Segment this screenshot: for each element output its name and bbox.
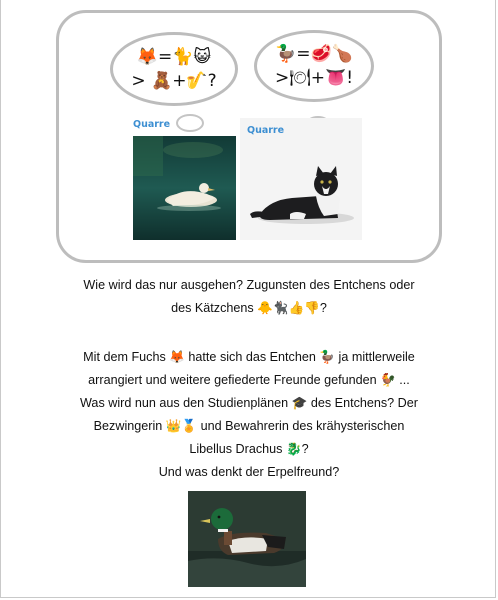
paragraph-line: Und was denkt der Erpelfreund? — [158, 465, 340, 479]
paragraph-line: Was wird nun aus den Studienplänen 🎓 des Entchens? Der — [80, 396, 418, 410]
drake-image — [188, 491, 306, 587]
right-thought-line-2: >🍽+👅! — [274, 68, 354, 88]
paragraph-line: arrangiert und weitere gefiederte Freunde gefunden 🐓 ... — [88, 373, 410, 387]
duck-photo — [133, 136, 236, 240]
right-thought-line-1: 🦆=🥩🍗 — [275, 44, 353, 64]
paragraph-line: Libellus Drachus 🐉? — [189, 442, 309, 456]
paragraph-line: Bezwingerin 👑🏅 und Bewahrerin des krähysterischen — [93, 419, 405, 433]
paragraph-closing — [0, 461, 498, 484]
left-thought-line-1: 🦊=🐈😺 — [136, 47, 212, 67]
cat-image — [240, 118, 362, 240]
paragraph-line: des Kätzchens 🐥🐈‍⬛👍👎? — [171, 301, 327, 315]
paragraph-question — [0, 274, 498, 320]
drake-photo — [188, 491, 306, 587]
paragraph-line: Wie wird das nur ausgehen? Zugunsten des Entchens oder — [83, 278, 415, 292]
duck-image — [133, 136, 236, 240]
right-thought-bubble — [254, 30, 374, 102]
cat-photo-panel — [240, 118, 362, 240]
left-photo-label: Quarre — [133, 119, 171, 130]
left-thought-line-2: > 🧸+🎷? — [131, 71, 217, 91]
thought-dot — [176, 114, 204, 132]
paragraph-line: Mit dem Fuchs 🦊 hatte sich das Entchen 🦆 ja mittlerweile — [83, 350, 415, 364]
right-photo-label: Quarre — [247, 125, 285, 136]
paragraph-story — [0, 346, 498, 461]
left-thought-bubble — [110, 32, 238, 106]
